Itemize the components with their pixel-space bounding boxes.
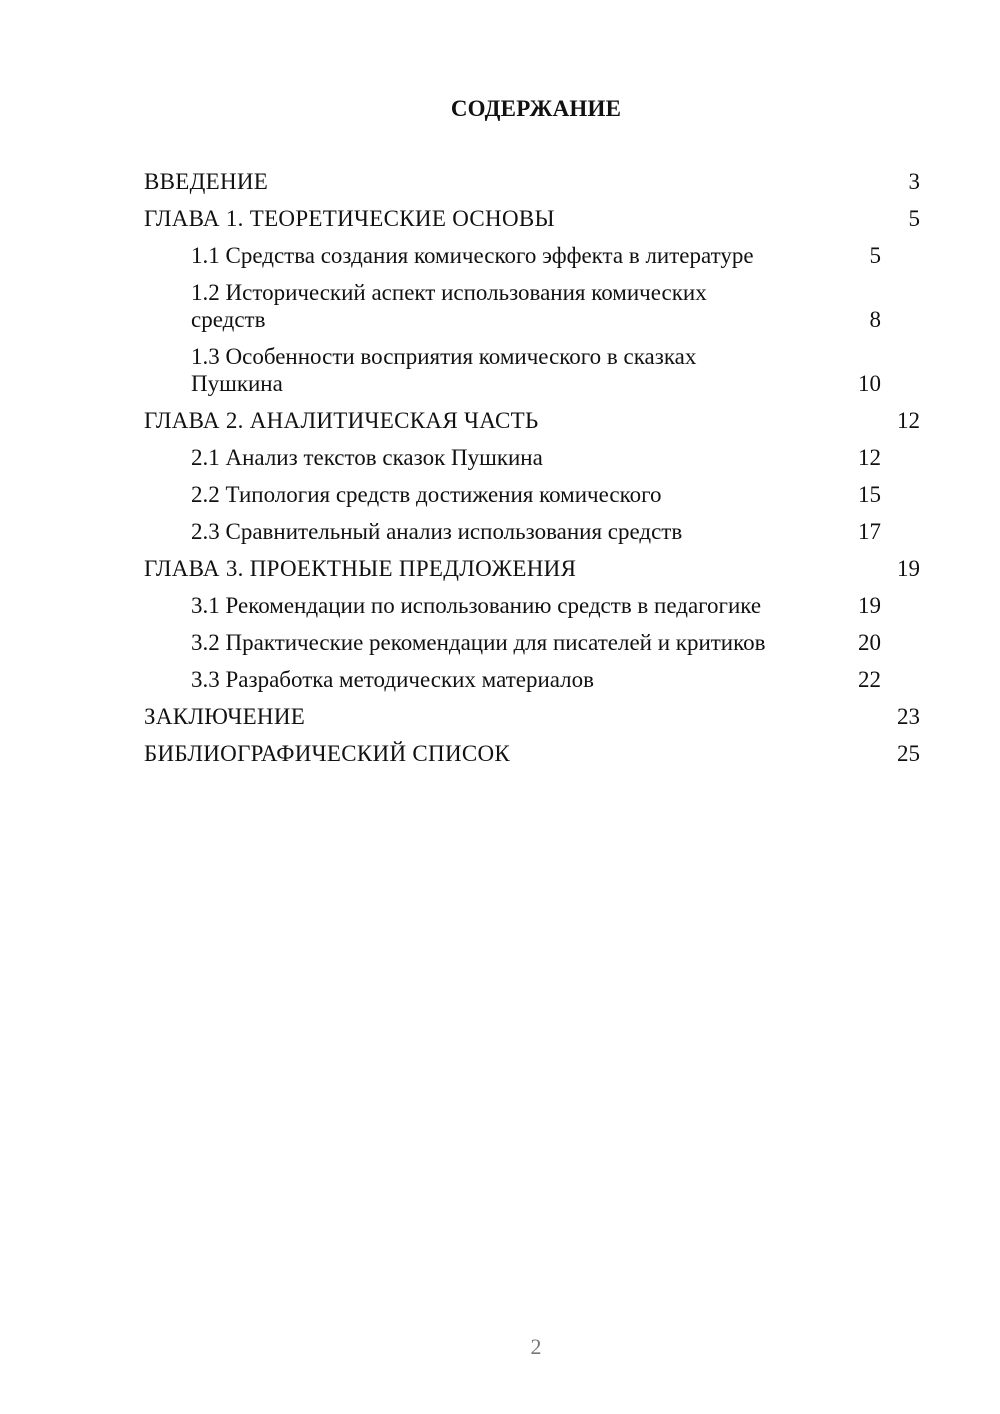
toc-entry-page: 3 — [908, 169, 920, 194]
toc-entry-label: 2.2 Типология средств достижения комического — [191, 482, 662, 507]
toc-entry-page: 23 — [897, 704, 920, 729]
toc-entry-page: 17 — [858, 519, 881, 544]
toc-entry-section-1-3[interactable] — [144, 343, 920, 407]
toc-entry-section-3-2[interactable] — [144, 629, 920, 666]
toc-entry-chapter-3[interactable] — [144, 555, 920, 592]
toc-entry-label: 2.3 Сравнительный анализ использования средств — [191, 519, 683, 544]
toc-entry-section-2-1[interactable] — [144, 444, 920, 481]
toc-entry-section-1-1[interactable] — [144, 242, 920, 279]
toc-entry-page: 25 — [897, 741, 920, 766]
toc-entry-page: 15 — [858, 482, 881, 507]
toc-entry-section-3-3[interactable] — [144, 666, 920, 703]
toc-entry-label: 3.3 Разработка методических материалов — [191, 667, 595, 692]
toc-entry-page: 8 — [869, 307, 881, 332]
toc-entry-label: 1.1 Средства создания комического эффекта в литературе — [191, 243, 754, 268]
toc-entry-label: ВВЕДЕНИЕ — [144, 169, 269, 194]
toc-entry-page: 10 — [858, 371, 881, 396]
toc-entry-page: 12 — [858, 445, 881, 470]
toc-entry-section-2-3[interactable] — [144, 518, 920, 555]
toc-entry-section-3-1[interactable] — [144, 592, 920, 629]
toc-entry-label: 3.2 Практические рекомендации для писателей и критиков — [191, 630, 766, 655]
page-number: 2 — [530, 1334, 542, 1359]
toc-entry-conclusion[interactable] — [144, 703, 920, 740]
toc-entry-label: ЗАКЛЮЧЕНИЕ — [144, 704, 306, 729]
table-of-contents — [144, 168, 920, 777]
toc-entry-label: 1.3 Особенности восприятия комического в сказках Пушкина — [191, 344, 697, 396]
toc-entry-label: 1.2 Исторический аспект использования комических средств — [191, 280, 707, 332]
toc-entry-introduction[interactable] — [144, 168, 920, 205]
toc-entry-label: БИБЛИОГРАФИЧЕСКИЙ СПИСОК — [144, 741, 511, 766]
toc-entry-label: ГЛАВА 3. ПРОЕКТНЫЕ ПРЕДЛОЖЕНИЯ — [144, 556, 577, 581]
toc-entry-chapter-2[interactable] — [144, 407, 920, 444]
toc-entry-page: 22 — [858, 667, 881, 692]
toc-entry-label: ГЛАВА 2. АНАЛИТИЧЕСКАЯ ЧАСТЬ — [144, 408, 539, 433]
toc-entry-label: 3.1 Рекомендации по использованию средств в педагогике — [191, 593, 762, 618]
toc-entry-label: 2.1 Анализ текстов сказок Пушкина — [191, 445, 543, 470]
page-title: СОДЕРЖАНИЕ — [450, 96, 622, 121]
toc-entry-page: 12 — [897, 408, 920, 433]
toc-entry-label: ГЛАВА 1. ТЕОРЕТИЧЕСКИЕ ОСНОВЫ — [144, 206, 555, 231]
toc-entry-page: 19 — [858, 593, 881, 618]
toc-entry-section-1-2[interactable] — [144, 279, 920, 343]
toc-entry-page: 5 — [869, 243, 881, 268]
toc-entry-chapter-1[interactable] — [144, 205, 920, 242]
toc-entry-page: 5 — [908, 206, 920, 231]
toc-entry-section-2-2[interactable] — [144, 481, 920, 518]
toc-entry-bibliography[interactable] — [144, 740, 920, 777]
toc-entry-page: 19 — [897, 556, 920, 581]
toc-entry-page: 20 — [858, 630, 881, 655]
